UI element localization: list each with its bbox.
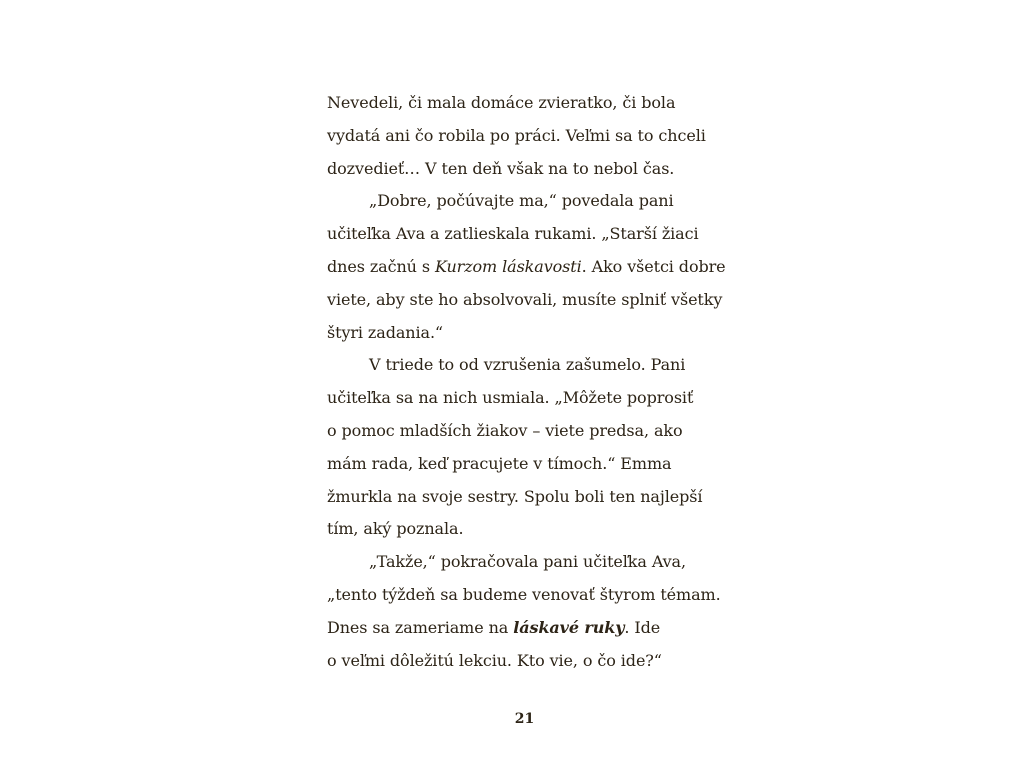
text-line-11: o pomoc mladších žiakov – viete predsa, ako xyxy=(327,420,683,440)
text-line-7: viete, aby ste ho absolvovali, musíte splniť všetky xyxy=(327,289,723,309)
text-line-8: štyri zadania.“ xyxy=(327,322,444,342)
text-line-2: vydatá ani čo robila po práci. Veľmi sa to chceli xyxy=(327,125,706,145)
text-line-17-before: Dnes sa zameriame na xyxy=(327,617,514,637)
text-line-1: Nevedeli, či mala domáce zvieratko, či bola xyxy=(327,93,676,112)
text-line-5: učiteľka Ava a zatlieskala rukami. „Starší žiaci xyxy=(327,224,699,244)
text-line-6 xyxy=(327,251,726,284)
text-line-4-paragraph-start: „Dobre, počúvajte ma,“ povedala pani xyxy=(369,191,674,211)
text-line-17 xyxy=(327,612,707,645)
text-line-9-paragraph-start: V triede to od vzrušenia zašumelo. Pani xyxy=(369,355,686,375)
body-text xyxy=(327,87,726,677)
text-line-14: tím, aký poznala. xyxy=(327,519,464,539)
course-title-italic: Kurzom láskavosti xyxy=(434,256,582,276)
text-line-12: mám rada, keď pracujete v tímoch.“ Emma xyxy=(327,453,672,473)
page-number: 21 xyxy=(514,711,535,727)
text-line-6-before: dnes začnú s xyxy=(327,256,435,276)
text-line-15-paragraph-start: „Takže,“ pokračovala pani učiteľka Ava, xyxy=(369,552,686,572)
kind-hands-bold-italic: láskavé ruky xyxy=(513,617,625,637)
text-line-6-after: . Ako všetci dobre xyxy=(581,256,726,276)
text-line-3: dozvedieť… V ten deň však na to nebol čas. xyxy=(327,158,675,178)
text-line-10: učiteľka sa na nich usmiala. „Môžete poprosiť xyxy=(327,388,694,408)
text-line-13: žmurkla na svoje sestry. Spolu boli ten najlepší xyxy=(327,486,703,506)
text-line-18: o veľmi dôležitú lekciu. Kto vie, o čo ide?“ xyxy=(327,650,662,670)
text-line-16: „tento týždeň sa budeme venovať štyrom témam. xyxy=(327,584,721,604)
text-line-17-after: . Ide xyxy=(624,617,661,637)
